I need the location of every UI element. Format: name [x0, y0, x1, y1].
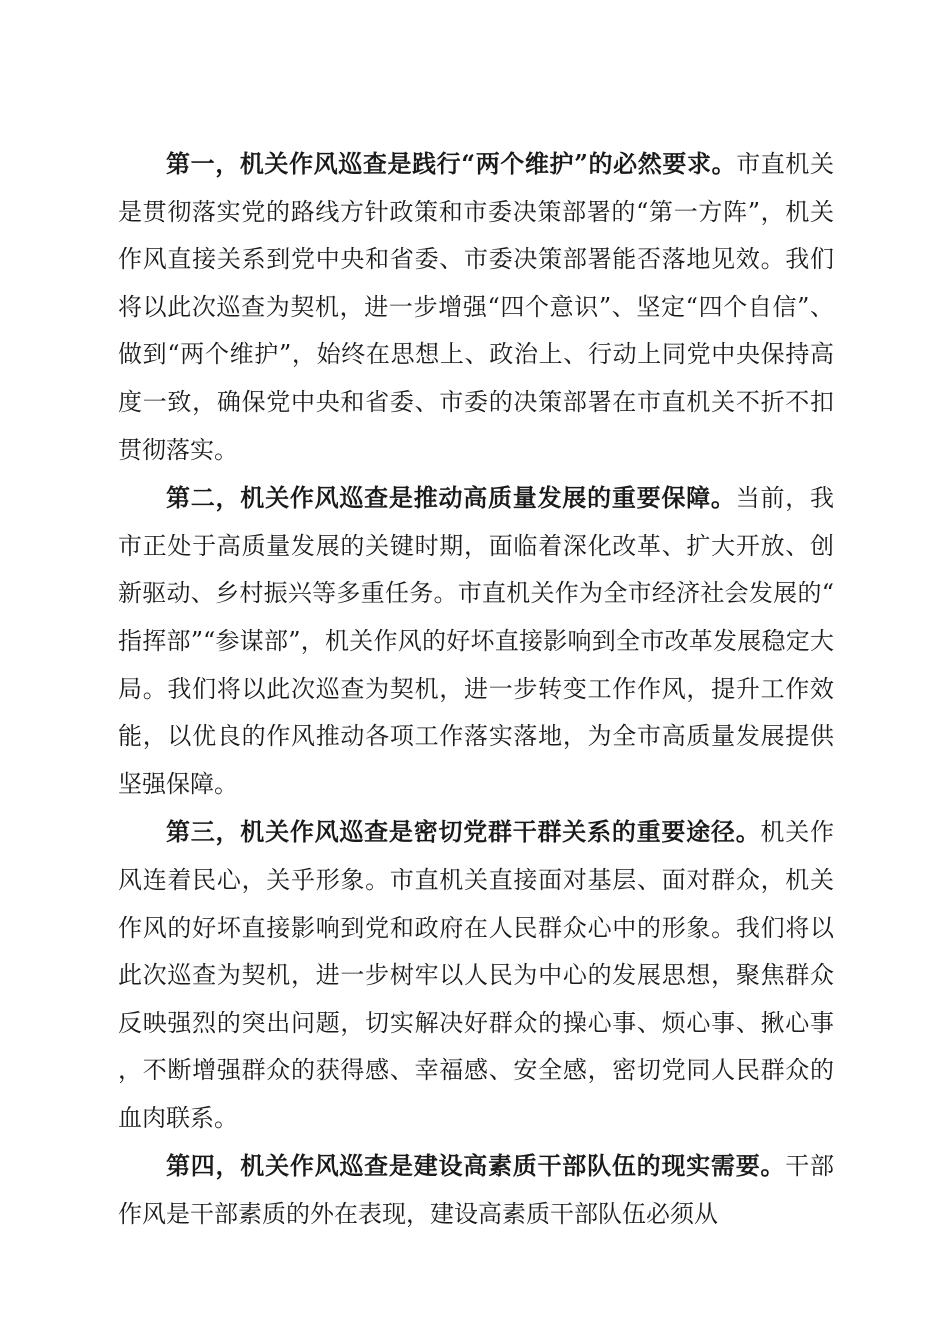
paragraph-3-lead: 第三，机关作风巡查是密切党群干群关系的重要途径。 — [166, 817, 761, 847]
paragraph-1 — [118, 140, 834, 474]
paragraph-4-body: 干部作风是干部素质的外在表现，建设高素质干部队伍必须从 — [118, 1152, 835, 1229]
paragraph-2-body: 当前，我市正处于高质量发展的关键时期，面临着深化改革、扩大开放、创新驱动、乡村振兴等多重任务。市直机关作为全市经济社会发展的“指挥部”“参谋部”，机关作风的好坏直接影响到全市改革发展稳定大局。我们将以此次巡查为契机，进一步转变工作作风，提升工作效能，以优良的作风推动各项工作落实落地，为全市高质量发展提供坚强保障。 — [118, 484, 835, 798]
paragraph-2 — [118, 474, 834, 808]
paragraph-4-lead: 第四，机关作风巡查是建设高素质干部队伍的现实需要。 — [166, 1151, 786, 1181]
paragraph-4 — [118, 1142, 834, 1238]
paragraph-2-lead: 第二，机关作风巡查是推动高质量发展的重要保障。 — [166, 483, 736, 513]
paragraph-1-body: 市直机关是贯彻落实党的路线方针政策和市委决策部署的“第一方阵”，机关作风直接关系到党中央和省委、市委决策部署能否落地见效。我们将以此次巡查为契机，进一步增强“四个意识”、坚定“四个自信”、做到“两个维护”，始终在思想上、政治上、行动上同党中央保持高度一致，确保党中央和省委、市委的决策部署在市直机关不折不扣贯彻落实。 — [118, 150, 835, 464]
paragraph-1-lead: 第一，机关作风巡查是践行“两个维护”的必然要求。 — [166, 149, 737, 178]
document-body — [118, 140, 834, 1239]
paragraph-3-body: 机关作风连着民心，关乎形象。市直机关直接面对基层、面对群众，机关作风的好坏直接影响到党和政府在人民群众心中的形象。我们将以此次巡查为契机，进一步树牢以人民为中心的发展思想，聚焦群众反映强烈的突出问题，切实解决好群众的操心事、烦心事、揪心事，不断增强群众的获得感、幸福感、安全感，密切党同人民群众的血肉联系。 — [118, 818, 835, 1132]
paragraph-3 — [118, 808, 834, 1142]
